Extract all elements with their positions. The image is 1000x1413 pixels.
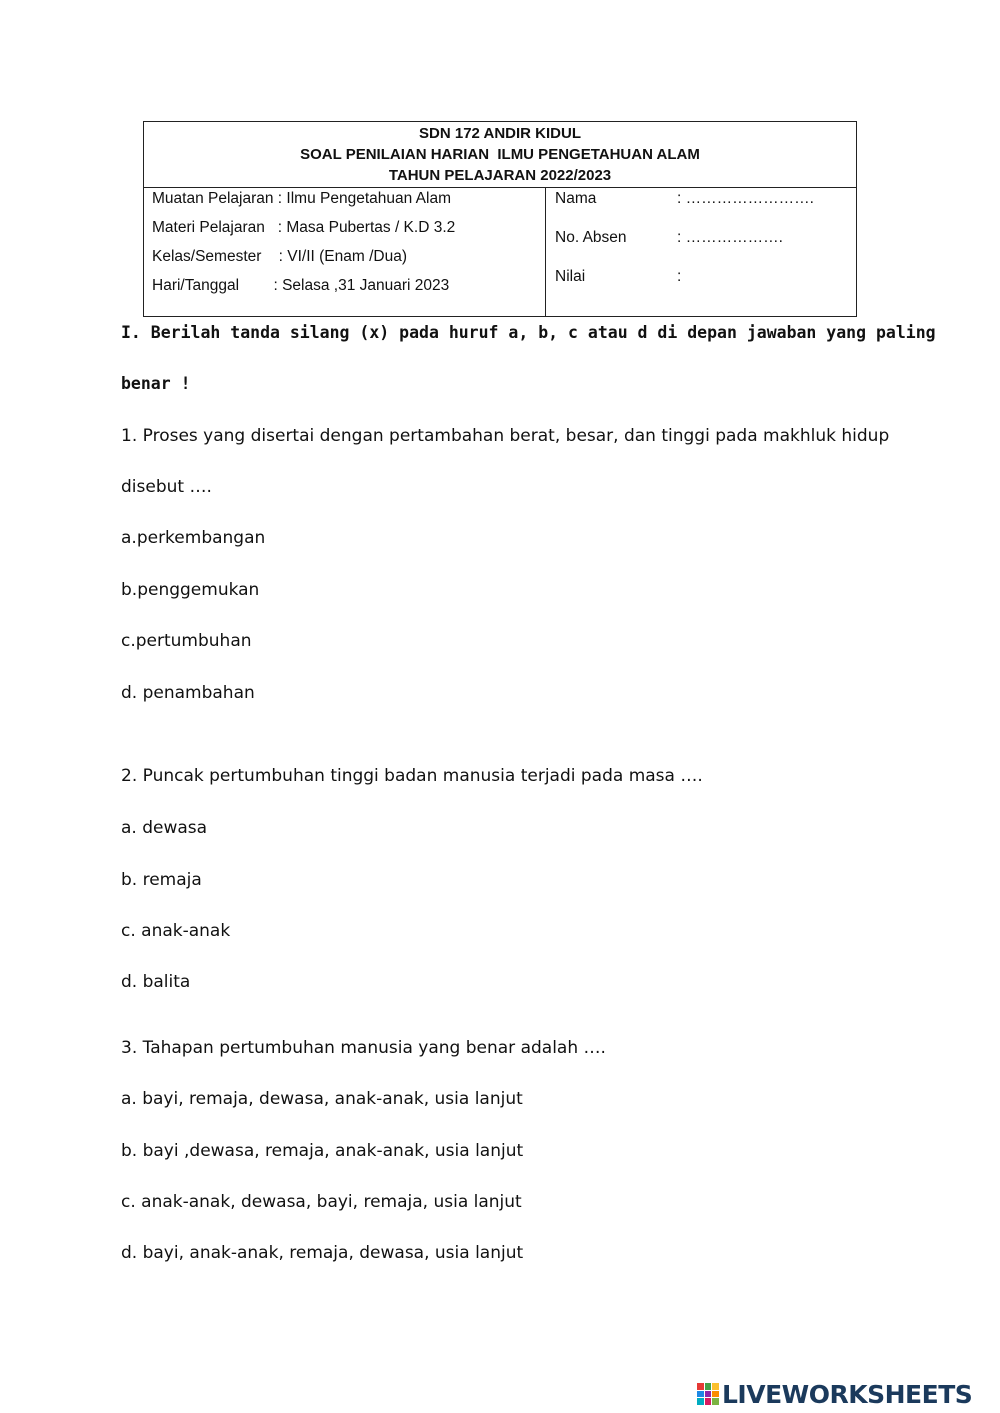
liveworksheets-watermark <box>697 1378 972 1410</box>
question-1-option-c[interactable]: c.pertumbuhan <box>121 631 252 651</box>
question-1-text: 1. Proses yang disertai dengan pertambahan berat, besar, dan tinggi pada makhluk hidup <box>121 426 890 446</box>
logo-tile <box>697 1398 704 1405</box>
info-date: Hari/Tanggal : Selasa ,31 Januari 2023 <box>152 277 450 294</box>
question-2-option-b[interactable]: b. remaja <box>121 870 202 890</box>
info-material: Materi Pelajaran : Masa Pubertas / K.D 3.2 <box>152 219 456 236</box>
student-name-label: Nama <box>555 190 597 207</box>
school-name: SDN 172 ANDIR KIDUL <box>419 125 581 142</box>
student-score-label: Nilai <box>555 268 586 285</box>
liveworksheets-logo-icon <box>697 1383 719 1405</box>
question-3-option-d[interactable]: d. bayi, anak-anak, remaja, dewasa, usia lanjut <box>121 1243 524 1263</box>
student-score-value: : <box>677 268 682 285</box>
question-2-option-d[interactable]: d. balita <box>121 972 191 992</box>
question-1-option-a[interactable]: a.perkembangan <box>121 528 266 548</box>
question-2-option-c[interactable]: c. anak-anak <box>121 921 231 941</box>
info-subject: Muatan Pelajaran : Ilmu Pengetahuan Alam <box>152 190 451 207</box>
logo-tile <box>697 1383 704 1390</box>
header-title-block <box>144 122 856 188</box>
liveworksheets-logo-text: LIVEWORKSHEETS <box>722 1379 973 1409</box>
header-table <box>143 121 857 317</box>
question-1-option-d[interactable]: d. penambahan <box>121 683 255 703</box>
exam-title: SOAL PENILAIAN HARIAN ILMU PENGETAHUAN ALAM <box>300 146 700 163</box>
info-class: Kelas/Semester : VI/II (Enam /Dua) <box>152 248 407 265</box>
question-3-option-b[interactable]: b. bayi ,dewasa, remaja, anak-anak, usia lanjut <box>121 1141 524 1161</box>
question-3-text: 3. Tahapan pertumbuhan manusia yang benar adalah …. <box>121 1038 606 1058</box>
student-info <box>546 188 857 317</box>
question-2-option-a[interactable]: a. dewasa <box>121 818 208 838</box>
logo-tile <box>712 1391 719 1398</box>
logo-tile <box>705 1398 712 1405</box>
logo-tile <box>712 1398 719 1405</box>
logo-tile <box>705 1383 712 1390</box>
logo-tile <box>697 1391 704 1398</box>
subject-info <box>144 188 546 317</box>
question-1-text-cont: disebut …. <box>121 477 212 497</box>
student-absen-value: : ………………. <box>677 229 783 246</box>
student-name-value: : ……………………. <box>677 190 814 207</box>
question-1-option-b[interactable]: b.penggemukan <box>121 580 260 600</box>
question-3-option-a[interactable]: a. bayi, remaja, dewasa, anak-anak, usia lanjut <box>121 1089 523 1109</box>
question-3-option-c[interactable]: c. anak-anak, dewasa, bayi, remaja, usia lanjut <box>121 1192 522 1212</box>
logo-tile <box>712 1383 719 1390</box>
instruction-line-2: benar ! <box>121 374 191 393</box>
question-2-text: 2. Puncak pertumbuhan tinggi badan manusia terjadi pada masa …. <box>121 766 703 786</box>
student-absen-label: No. Absen <box>555 229 627 246</box>
instruction-line-1: I. Berilah tanda silang (x) pada huruf a, b, c atau d di depan jawaban yang paling <box>121 323 936 342</box>
logo-tile <box>705 1391 712 1398</box>
academic-year: TAHUN PELAJARAN 2022/2023 <box>388 167 612 184</box>
